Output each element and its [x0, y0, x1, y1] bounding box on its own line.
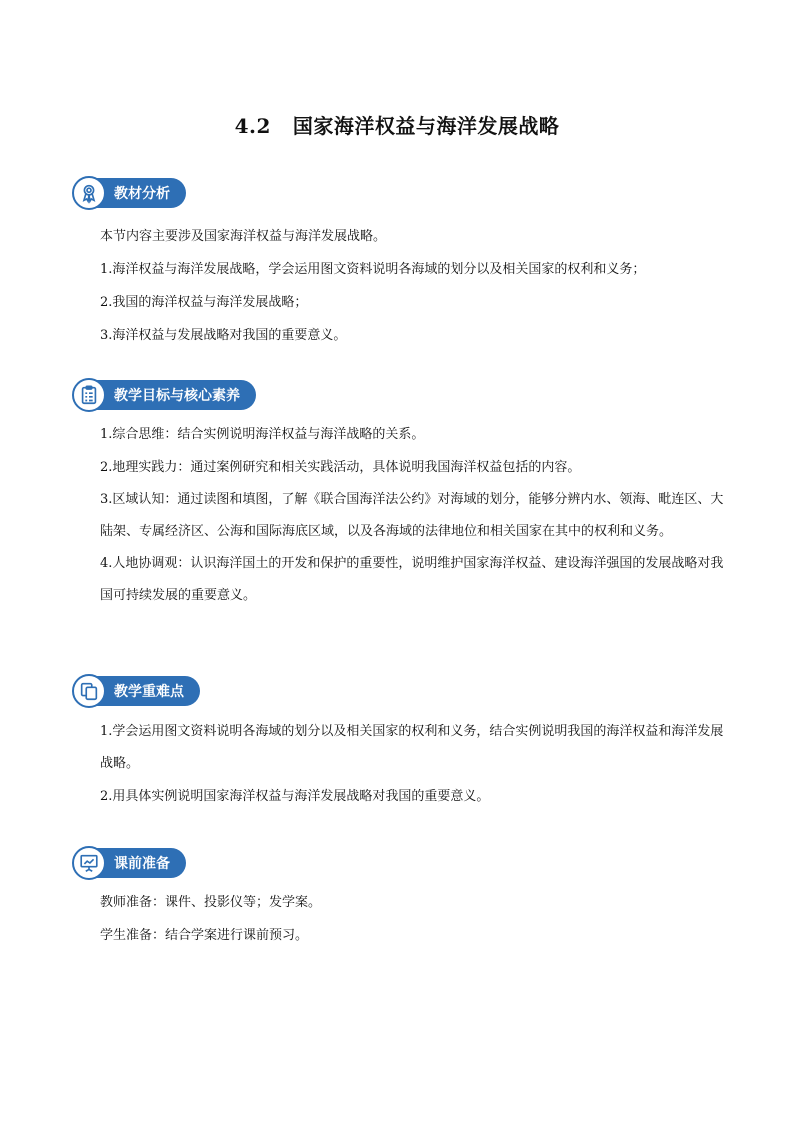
section-heading: 教学目标与核心素养	[114, 388, 240, 404]
title-text: 国家海洋权益与海洋发展战略	[292, 114, 560, 138]
paragraph: 3.区域认知：通过读图和填图，了解《联合国海洋法公约》对海域的划分，能够分辨内水、领海、毗连区、大陆架、专属经济区、公海和国际海底区域，以及各海域的法律地位和相关国家在其中的权利和义务。	[100, 492, 724, 539]
section-number: 4.2	[234, 114, 271, 138]
paragraph: 1.学会运用图文资料说明各海域的划分以及相关国家的权利和义务，结合实例说明我国的海洋权益和海洋发展战略。	[100, 724, 724, 771]
paragraph: 2.我国的海洋权益与海洋发展战略；	[100, 295, 308, 310]
section-badge	[74, 848, 186, 878]
stacked-cards-icon	[72, 674, 106, 708]
clipboard-list-icon	[72, 378, 106, 412]
page-title	[0, 110, 794, 139]
section-textbook-analysis	[74, 178, 734, 352]
paragraph: 1.海洋权益与海洋发展战略，学会运用图文资料说明各海域的划分以及相关国家的权利和义务；	[100, 262, 646, 277]
paragraph: 2.地理实践力：通过案例研究和相关实践活动，具体说明我国海洋权益包括的内容。	[100, 460, 581, 475]
paragraph: 2.用具体实例说明国家海洋权益与海洋发展战略对我国的重要意义。	[100, 789, 490, 804]
section-heading: 教材分析	[114, 186, 170, 202]
paragraph: 3.海洋权益与发展战略对我国的重要意义。	[100, 328, 347, 343]
paragraph: 学生准备：结合学案进行课前预习。	[100, 928, 309, 943]
award-ribbon-icon	[72, 176, 106, 210]
section-heading: 课前准备	[114, 856, 170, 872]
section-key-difficulties	[74, 676, 734, 813]
paragraph: 教师准备：课件、投影仪等；发学案。	[100, 895, 322, 910]
section-badge	[74, 380, 256, 410]
paragraph: 1.综合思维：结合实例说明海洋权益与海洋战略的关系。	[100, 427, 425, 442]
section-badge	[74, 676, 200, 706]
presentation-board-icon	[72, 846, 106, 880]
section-teaching-objectives	[74, 380, 734, 612]
section-preparation	[74, 848, 734, 952]
section-badge	[74, 178, 186, 208]
section-heading: 教学重难点	[114, 684, 184, 700]
paragraph: 4.人地协调观：认识海洋国土的开发和保护的重要性，说明维护国家海洋权益、建设海洋强国的发展战略对我国可持续发展的重要意义。	[100, 556, 724, 603]
paragraph: 本节内容主要涉及国家海洋权益与海洋发展战略。	[100, 229, 387, 244]
